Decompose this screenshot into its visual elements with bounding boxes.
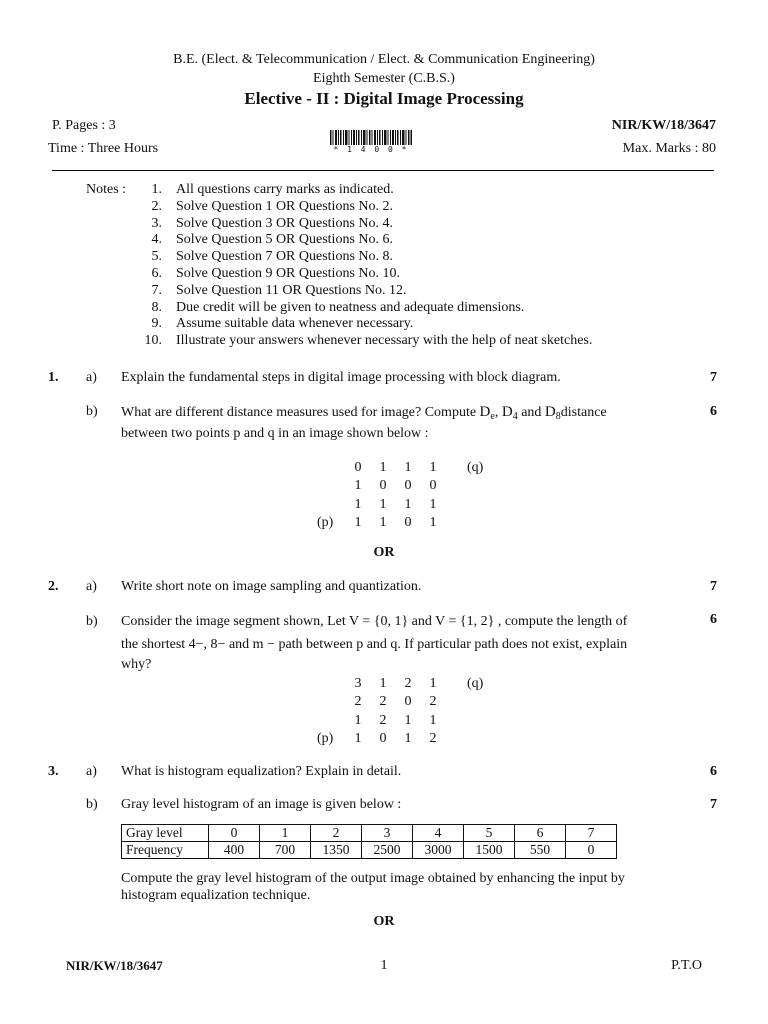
matrix-cell: 0: [404, 478, 412, 494]
footer-code: NIR/KW/18/3647: [66, 958, 163, 973]
note-text: All questions carry marks as indicated.: [176, 182, 394, 197]
matrix-cell: 1: [379, 496, 387, 512]
table-cell: 1350: [311, 842, 362, 859]
matrix-cell: 2: [379, 694, 387, 710]
frequency-row: [122, 842, 617, 859]
question-3-number: 3.: [48, 764, 59, 779]
matrix-cell: 3: [354, 676, 362, 691]
table-cell: 3000: [413, 842, 464, 859]
q1a-label: a): [86, 370, 97, 385]
q2a-label: a): [86, 579, 97, 594]
table-cell: 4: [413, 825, 464, 842]
table-cell: 6: [515, 825, 566, 842]
matrix-cell: 0: [429, 478, 437, 494]
pto-label: P.T.O: [671, 958, 702, 973]
matrix-cell: 1: [354, 496, 362, 512]
matrix-cell: 2: [379, 712, 387, 728]
note-number: 10.: [144, 333, 162, 349]
q1b-marks: 6: [710, 404, 717, 419]
paper-code: NIR/KW/18/3647: [611, 118, 716, 133]
table-cell: 0: [209, 825, 260, 842]
q2b-text-line2: the shortest 4−, 8− and m − path between p and q. If particular path does not exist, explain: [121, 637, 628, 652]
matrix-cell: 1: [354, 712, 362, 728]
matrix-cell: 1: [354, 514, 362, 530]
note-number: 8.: [151, 299, 162, 315]
note-text: Solve Question 5 OR Questions No. 6.: [176, 232, 393, 248]
gray-level-row: [122, 825, 617, 842]
matrix-cell: 1: [404, 496, 412, 512]
table-cell: 400: [209, 842, 260, 859]
or-separator-2: OR: [373, 914, 395, 929]
note-text: Illustrate your answers whenever necessary with the help of neat sketches.: [176, 333, 593, 349]
table-cell: 2: [311, 825, 362, 842]
note-number: 6.: [151, 266, 162, 281]
barcode-number: * 1 4 0 0 *: [333, 145, 409, 154]
q3b-after-line1: Compute the gray level histogram of the output image obtained by enhancing the input by: [121, 871, 625, 886]
table-cell: 7: [566, 825, 617, 842]
table-cell: 700: [260, 842, 311, 859]
header-divider: [52, 170, 714, 171]
note-number: 5.: [151, 249, 162, 265]
table-cell: 3: [362, 825, 413, 842]
q2a-marks: 7: [710, 579, 717, 594]
matrix-cell: 1: [354, 478, 362, 494]
matrix-cell: 0: [404, 694, 412, 710]
histogram-table: [121, 824, 617, 859]
q3b-text: Gray level histogram of an image is given below :: [121, 797, 402, 812]
q1a-marks: 7: [710, 370, 717, 385]
time-allowed: Time : Three Hours: [48, 141, 159, 156]
semester-line: Eighth Semester (C.B.S.): [313, 71, 455, 86]
note-number: 9.: [151, 316, 162, 332]
table-cell: 550: [515, 842, 566, 859]
table-cell: Gray level: [122, 825, 209, 842]
note-text: Solve Question 1 OR Questions No. 2.: [176, 198, 393, 214]
question-1-number: 1.: [48, 370, 59, 385]
paper-title: Elective - II : Digital Image Processing: [244, 89, 524, 108]
matrix-cell: 1: [429, 712, 437, 728]
note-text: Solve Question 9 OR Questions No. 10.: [176, 266, 400, 281]
q2b-text-line3: why?: [121, 657, 152, 672]
q2a-text: Write short note on image sampling and quantization.: [121, 579, 422, 594]
table-cell: Frequency: [122, 842, 209, 859]
table-cell: 1500: [464, 842, 515, 859]
q2-q-label: (q): [467, 676, 484, 691]
note-text: Due credit will be given to neatness and adequate dimensions.: [176, 299, 525, 315]
matrix-cell: 1: [404, 712, 412, 728]
barcode-icon: [330, 130, 412, 145]
matrix-cell: 1: [379, 676, 387, 691]
max-marks: Max. Marks : 80: [622, 141, 716, 156]
q2b-marks: 6: [710, 612, 717, 627]
matrix-cell: 2: [429, 730, 437, 746]
course-line: B.E. (Elect. & Telecommunication / Elect. & Communication Engineering): [173, 52, 595, 67]
page-number: 1: [380, 958, 388, 973]
matrix-cell: 0: [379, 730, 387, 746]
note-number: 3.: [151, 215, 162, 231]
table-cell: 5: [464, 825, 515, 842]
note-text: Assume suitable data whenever necessary.: [176, 316, 414, 332]
note-text: Solve Question 11 OR Questions No. 12.: [176, 282, 407, 298]
note-number: 4.: [151, 232, 162, 248]
matrix-cell: 0: [404, 514, 412, 530]
table-cell: 1: [260, 825, 311, 842]
q1b-text-line1: What are different distance measures used for image? Compute $D_e$, $D_4$ and $D_8distance$: [121, 404, 607, 422]
note-number: 7.: [151, 282, 162, 298]
matrix-cell: 0: [379, 478, 387, 494]
matrix-cell: 1: [429, 514, 437, 530]
notes-label: Notes :: [86, 182, 127, 197]
question-2-number: 2.: [48, 579, 59, 594]
q1-p-label: (p): [317, 515, 334, 530]
q1-q-label: (q): [467, 460, 484, 475]
note-text: Solve Question 7 OR Questions No. 8.: [176, 249, 393, 265]
matrix-cell: 2: [354, 694, 362, 710]
note-text: Solve Question 3 OR Questions No. 4.: [176, 215, 393, 231]
q1b-text-line2: between two points p and q in an image shown below :: [121, 426, 429, 441]
q3b-label: b): [86, 797, 98, 812]
note-number: 1.: [151, 182, 162, 197]
matrix-cell: 1: [379, 460, 387, 475]
matrix-cell: 1: [429, 676, 437, 691]
page-count: P. Pages : 3: [52, 118, 116, 133]
q3b-after-line2: histogram equalization technique.: [121, 888, 311, 903]
q3a-text: What is histogram equalization? Explain in detail.: [121, 764, 402, 779]
table-cell: 2500: [362, 842, 413, 859]
q1b-label: b): [86, 404, 98, 419]
matrix-cell: 2: [404, 676, 412, 691]
q3a-marks: 6: [710, 764, 717, 779]
q3a-label: a): [86, 764, 97, 779]
q3b-marks: 7: [710, 797, 717, 812]
matrix-cell: 1: [404, 460, 412, 475]
matrix-cell: 1: [429, 460, 437, 475]
q1a-text: Explain the fundamental steps in digital image processing with block diagram.: [121, 370, 561, 385]
matrix-cell: 1: [354, 730, 362, 746]
matrix-cell: 1: [404, 730, 412, 746]
q2-p-label: (p): [317, 731, 334, 746]
table-cell: 0: [566, 842, 617, 859]
matrix-cell: 2: [429, 694, 437, 710]
matrix-cell: 0: [354, 460, 362, 475]
q2b-label: b): [86, 614, 98, 629]
q2b-text-line1: Consider the image segment shown, Let V = {0, 1} and V = {1, 2} , compute the length of: [121, 614, 628, 629]
matrix-cell: 1: [429, 496, 437, 512]
or-separator-1: OR: [373, 545, 395, 560]
note-number: 2.: [151, 198, 162, 214]
matrix-cell: 1: [379, 514, 387, 530]
